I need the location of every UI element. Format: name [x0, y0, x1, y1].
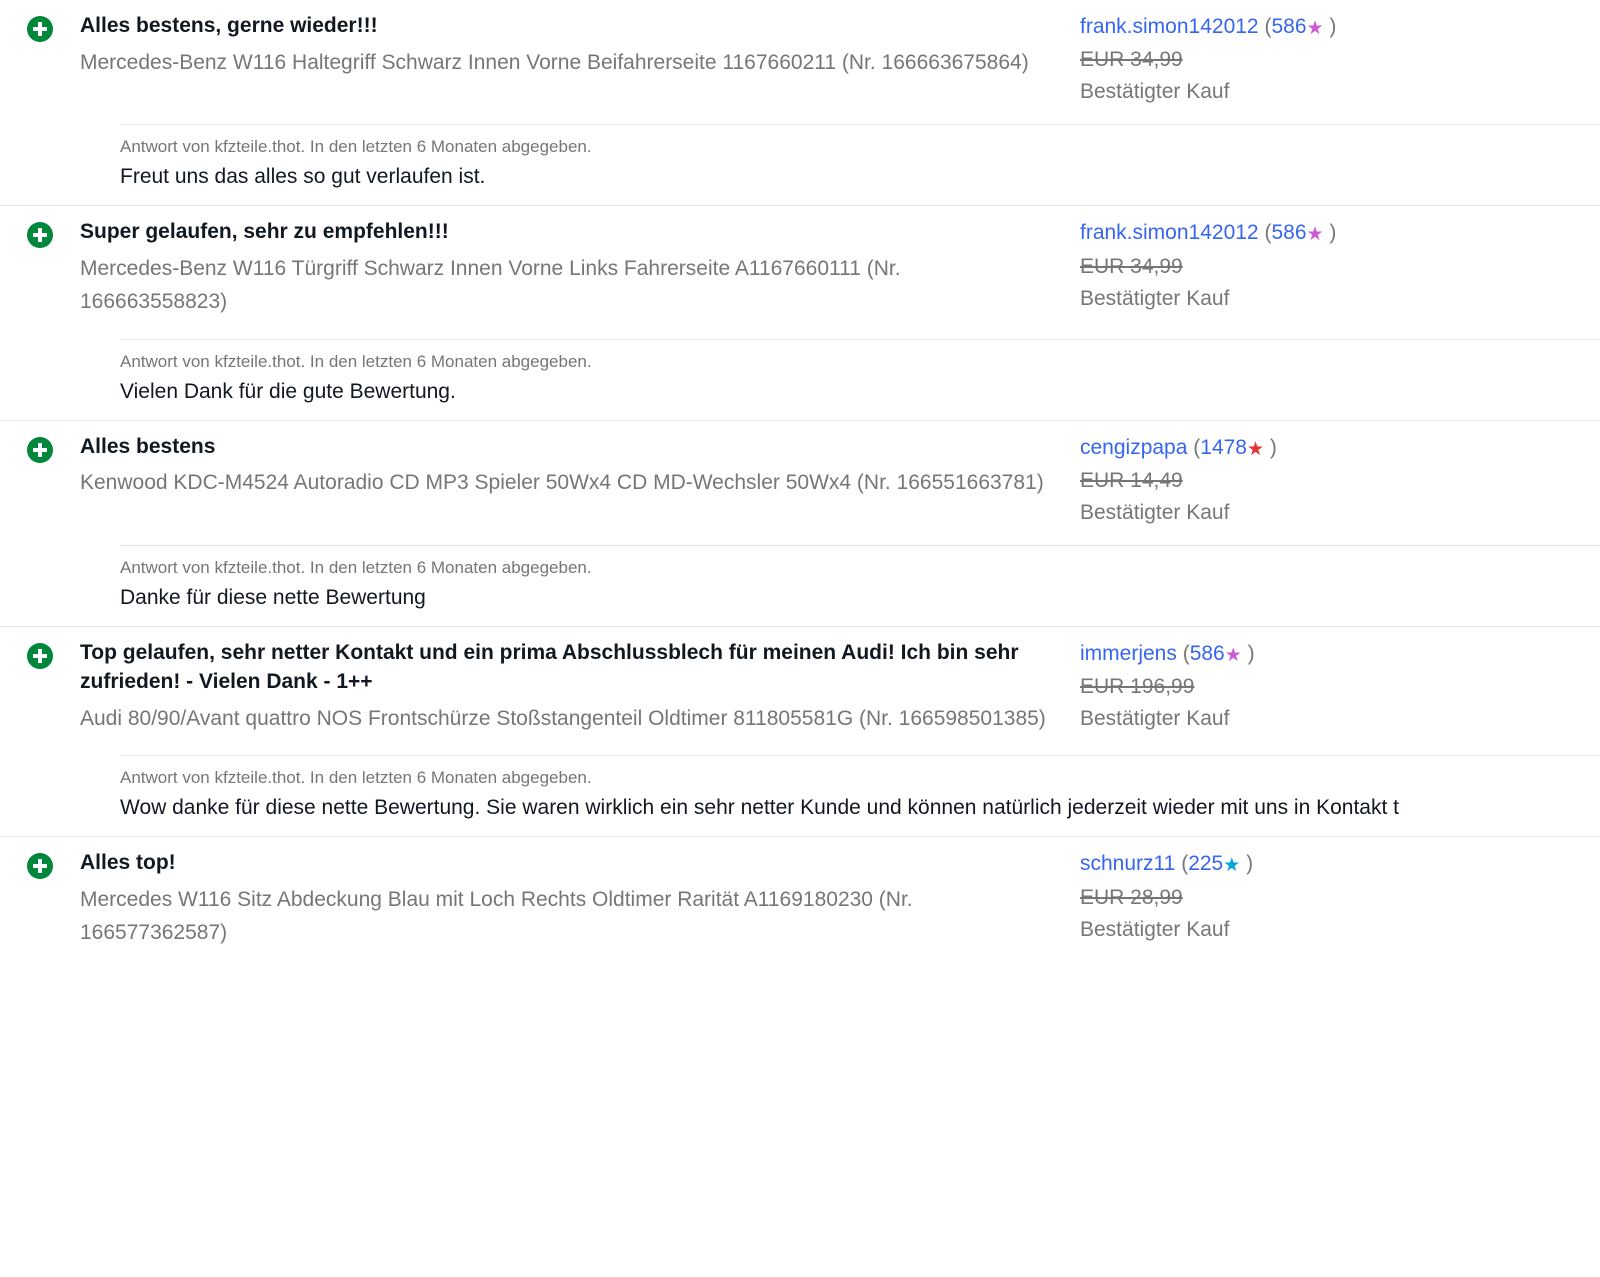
seller-reply-block [120, 755, 1600, 820]
feedback-main [80, 639, 1076, 735]
feedback-side [1076, 849, 1600, 941]
feedback-main [80, 849, 1076, 949]
purchase-status-label: Bestätigter Kauf [1080, 500, 1230, 524]
score-close-paren: ) [1329, 221, 1337, 245]
seller-reply-meta: Antwort von kfzteile.thot. In den letzten 6 Monaten abgegeben. [120, 351, 592, 371]
positive-rating-plus-icon [27, 853, 53, 879]
purchase-status-label: Bestätigter Kauf [1080, 80, 1230, 104]
feedback-item-description[interactable]: Mercedes W116 Sitz Abdeckung Blau mit Loch Rechts Oldtimer Rarität A1169180230 (Nr. 166577362587) [80, 888, 913, 944]
score-open-paren: ( [1264, 15, 1272, 38]
feedback-main [80, 218, 1076, 318]
score-close-paren: ) [1246, 852, 1254, 876]
feedback-entry-row [0, 837, 1600, 955]
positive-rating-plus-icon [27, 643, 53, 669]
feedback-comment-title: Alles top! [80, 851, 176, 875]
score-open-paren: ( [1193, 435, 1201, 459]
positive-rating-plus-icon [27, 437, 53, 463]
seller-reply-text: Vielen Dank für die gute Bewertung. [120, 379, 456, 403]
buyer-feedback-score-link[interactable]: 586 [1189, 641, 1225, 665]
seller-reply-meta: Antwort von kfzteile.thot. In den letzten 6 Monaten abgegeben. [120, 137, 592, 157]
buyer-line [1080, 849, 1600, 879]
positive-rating-plus-icon [27, 16, 53, 42]
feedback-comment-title: Alles bestens [80, 434, 216, 458]
item-price: EUR 34,99 [1080, 254, 1183, 278]
feedback-side [1076, 12, 1600, 104]
rating-icon-cell [0, 639, 80, 669]
feedback-entry [0, 0, 1600, 206]
buyer-line [1080, 639, 1600, 669]
score-open-paren: ( [1182, 641, 1190, 665]
item-price: EUR 28,99 [1080, 885, 1183, 909]
feedback-main [80, 12, 1076, 80]
feedback-entry [0, 627, 1600, 837]
buyer-feedback-score-link[interactable]: 225 [1188, 852, 1224, 876]
feedback-entry-row [0, 0, 1600, 110]
buyer-username-link[interactable]: frank.simon142012 [1080, 15, 1259, 38]
feedback-star-icon: ★ [1306, 224, 1324, 246]
buyer-username-link[interactable]: schnurz11 [1080, 852, 1176, 876]
purchase-status-label: Bestätigter Kauf [1080, 707, 1230, 731]
feedback-entry-row [0, 421, 1600, 531]
purchase-status-label: Bestätigter Kauf [1080, 286, 1230, 310]
feedback-item-description[interactable]: Audi 80/90/Avant quattro NOS Frontschürze Stoßstangenteil Oldtimer 811805581G (Nr. 166598501385) [80, 706, 1046, 730]
buyer-username-link[interactable]: frank.simon142012 [1080, 221, 1259, 245]
item-price: EUR 34,99 [1080, 48, 1183, 72]
seller-reply-text: Danke für diese nette Bewertung [120, 585, 426, 609]
feedback-star-icon: ★ [1224, 644, 1242, 666]
feedback-comment-title: Super gelaufen, sehr zu empfehlen!!! [80, 220, 449, 244]
feedback-main [80, 433, 1076, 501]
feedback-item-description[interactable]: Mercedes-Benz W116 Türgriff Schwarz Innen Vorne Links Fahrerseite A1167660111 (Nr. 166663558823) [80, 257, 901, 313]
buyer-feedback-score-link[interactable]: 586 [1271, 221, 1307, 245]
purchase-status-label: Bestätigter Kauf [1080, 917, 1230, 941]
rating-icon-cell [0, 849, 80, 879]
feedback-star-icon: ★ [1223, 855, 1241, 877]
feedback-star-icon: ★ [1306, 18, 1324, 39]
score-close-paren: ) [1329, 15, 1337, 38]
buyer-line [1080, 218, 1600, 248]
seller-reply-block [120, 124, 1600, 189]
feedback-side [1076, 218, 1600, 310]
feedback-entry [0, 206, 1600, 420]
feedback-comment-title: Top gelaufen, sehr netter Kontakt und ein prima Abschlussblech für meinen Audi! Ich bin sehr zufrieden! - Vielen Dank - 1++ [80, 640, 1019, 693]
rating-icon-cell [0, 12, 80, 42]
positive-rating-plus-icon [27, 222, 53, 248]
item-price: EUR 196,99 [1080, 675, 1195, 699]
feedback-entry-row [0, 206, 1600, 324]
score-open-paren: ( [1264, 221, 1272, 245]
buyer-line [1080, 433, 1600, 463]
seller-reply-meta: Antwort von kfzteile.thot. In den letzten 6 Monaten abgegeben. [120, 768, 592, 788]
feedback-item-description[interactable]: Kenwood KDC-M4524 Autoradio CD MP3 Spieler 50Wx4 CD MD-Wechsler 50Wx4 (Nr. 166551663781) [80, 471, 1044, 495]
rating-icon-cell [0, 218, 80, 248]
score-close-paren: ) [1269, 435, 1277, 459]
feedback-item-description[interactable]: Mercedes-Benz W116 Haltegriff Schwarz Innen Vorne Beifahrerseite 1167660211 (Nr. 166663675864) [80, 50, 1029, 74]
seller-reply-text: Wow danke für diese nette Bewertung. Sie waren wirklich ein sehr netter Kunde und können natürlich jederzeit wieder mit uns in Kontakt t [120, 796, 1399, 820]
seller-reply-block [120, 339, 1600, 404]
feedback-star-icon: ★ [1246, 438, 1265, 460]
feedback-comment-title: Alles bestens, gerne wieder!!! [80, 14, 378, 37]
feedback-entry [0, 421, 1600, 627]
rating-icon-cell [0, 433, 80, 463]
buyer-line [1080, 12, 1600, 42]
score-open-paren: ( [1181, 852, 1189, 876]
feedback-entry-row [0, 627, 1600, 741]
buyer-username-link[interactable]: immerjens [1080, 641, 1177, 665]
feedback-entry [0, 837, 1600, 955]
feedback-side [1076, 433, 1600, 525]
seller-reply-text: Freut uns das alles so gut verlaufen ist. [120, 165, 486, 189]
feedback-side [1076, 639, 1600, 731]
score-close-paren: ) [1247, 641, 1255, 665]
buyer-feedback-score-link[interactable]: 1478 [1200, 435, 1247, 459]
buyer-feedback-score-link[interactable]: 586 [1271, 15, 1307, 38]
seller-reply-meta: Antwort von kfzteile.thot. In den letzten 6 Monaten abgegeben. [120, 557, 592, 577]
buyer-username-link[interactable]: cengizpapa [1080, 435, 1188, 459]
seller-reply-block [120, 545, 1600, 610]
item-price: EUR 14,49 [1080, 468, 1183, 492]
